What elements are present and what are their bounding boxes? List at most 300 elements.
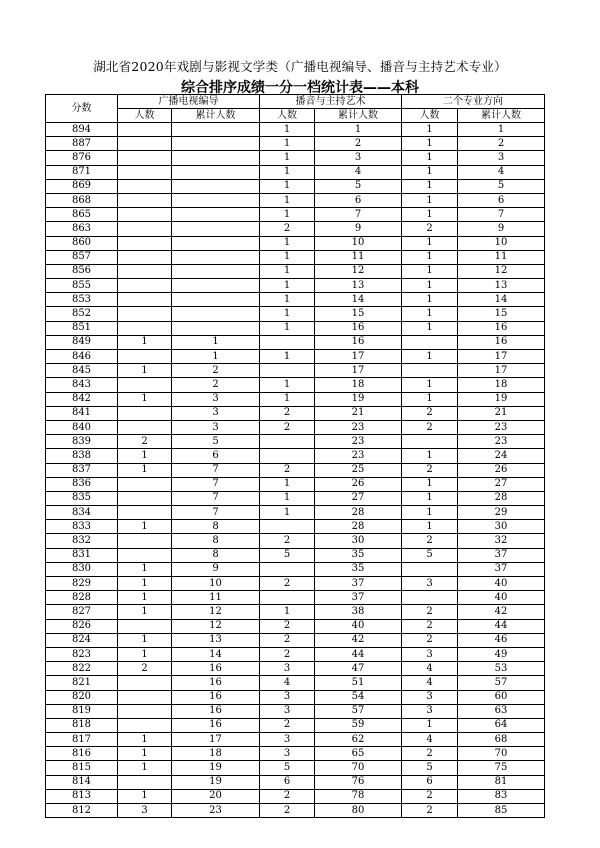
table-row bbox=[46, 804, 545, 818]
cumulative-cell: 1 bbox=[315, 123, 402, 137]
table-row bbox=[46, 420, 545, 434]
table-row bbox=[46, 747, 545, 761]
score-cell: 857 bbox=[46, 250, 118, 264]
count-cell bbox=[118, 676, 172, 690]
score-cell: 841 bbox=[46, 406, 118, 420]
cumulative-cell: 83 bbox=[458, 789, 545, 803]
score-cell: 842 bbox=[46, 392, 118, 406]
cumulative-cell: 64 bbox=[458, 718, 545, 732]
table-row bbox=[46, 222, 545, 236]
count-cell: 1 bbox=[260, 350, 315, 364]
cumulative-cell bbox=[172, 208, 260, 222]
table-row bbox=[46, 123, 545, 137]
cumulative-cell: 9 bbox=[172, 562, 260, 576]
count-cell: 1 bbox=[260, 321, 315, 335]
count-cell: 1 bbox=[118, 733, 172, 747]
count-cell: 6 bbox=[260, 775, 315, 789]
count-cell: 1 bbox=[260, 137, 315, 151]
table-row bbox=[46, 435, 545, 449]
count-cell bbox=[118, 307, 172, 321]
cumulative-cell: 40 bbox=[458, 591, 545, 605]
score-cell: 849 bbox=[46, 335, 118, 349]
score-cell: 839 bbox=[46, 435, 118, 449]
table-row bbox=[46, 704, 545, 718]
cumulative-cell bbox=[172, 123, 260, 137]
cumulative-cell: 23 bbox=[315, 435, 402, 449]
cumulative-cell: 32 bbox=[458, 534, 545, 548]
cumulative-cell: 5 bbox=[172, 435, 260, 449]
count-cell bbox=[118, 718, 172, 732]
count-cell bbox=[118, 208, 172, 222]
cumulative-cell: 60 bbox=[458, 690, 545, 704]
score-cell: 846 bbox=[46, 350, 118, 364]
cumulative-cell bbox=[172, 250, 260, 264]
count-cell: 1 bbox=[402, 307, 458, 321]
count-cell bbox=[402, 335, 458, 349]
score-cell: 865 bbox=[46, 208, 118, 222]
cumulative-cell bbox=[172, 165, 260, 179]
cumulative-cell: 65 bbox=[315, 747, 402, 761]
cumulative-cell: 40 bbox=[315, 619, 402, 633]
table-row bbox=[46, 406, 545, 420]
cumulative-cell: 80 bbox=[315, 804, 402, 818]
count-cell: 1 bbox=[402, 137, 458, 151]
cumulative-cell: 40 bbox=[458, 577, 545, 591]
count-cell: 2 bbox=[260, 406, 315, 420]
count-cell: 1 bbox=[118, 605, 172, 619]
cumulative-cell: 54 bbox=[315, 690, 402, 704]
header-count: 人数 bbox=[402, 109, 458, 123]
score-cell: 840 bbox=[46, 420, 118, 434]
cumulative-cell: 59 bbox=[315, 718, 402, 732]
count-cell: 1 bbox=[260, 605, 315, 619]
cumulative-cell: 6 bbox=[315, 193, 402, 207]
count-cell: 3 bbox=[260, 690, 315, 704]
cumulative-cell: 16 bbox=[172, 676, 260, 690]
count-cell: 1 bbox=[260, 193, 315, 207]
table-row bbox=[46, 520, 545, 534]
count-cell: 2 bbox=[260, 647, 315, 661]
score-cell: 871 bbox=[46, 165, 118, 179]
count-cell: 1 bbox=[260, 151, 315, 165]
cumulative-cell: 3 bbox=[315, 151, 402, 165]
cumulative-cell bbox=[172, 264, 260, 278]
count-cell: 1 bbox=[402, 264, 458, 278]
cumulative-cell: 81 bbox=[458, 775, 545, 789]
cumulative-cell: 12 bbox=[458, 264, 545, 278]
score-cell: 852 bbox=[46, 307, 118, 321]
cumulative-cell: 13 bbox=[172, 633, 260, 647]
count-cell bbox=[118, 151, 172, 165]
count-cell: 5 bbox=[260, 548, 315, 562]
cumulative-cell: 17 bbox=[315, 364, 402, 378]
table-row bbox=[46, 477, 545, 491]
cumulative-cell: 23 bbox=[315, 449, 402, 463]
cumulative-cell: 18 bbox=[172, 747, 260, 761]
cumulative-cell: 7 bbox=[172, 506, 260, 520]
count-cell: 1 bbox=[118, 449, 172, 463]
cumulative-cell: 15 bbox=[315, 307, 402, 321]
cumulative-cell: 1 bbox=[172, 335, 260, 349]
cumulative-cell: 1 bbox=[172, 350, 260, 364]
count-cell: 2 bbox=[402, 222, 458, 236]
count-cell bbox=[118, 506, 172, 520]
table-row bbox=[46, 761, 545, 775]
count-cell: 2 bbox=[260, 577, 315, 591]
table-row bbox=[46, 577, 545, 591]
count-cell: 2 bbox=[402, 804, 458, 818]
score-cell: 838 bbox=[46, 449, 118, 463]
cumulative-cell: 63 bbox=[458, 704, 545, 718]
count-cell: 4 bbox=[402, 676, 458, 690]
count-cell: 1 bbox=[260, 208, 315, 222]
count-cell: 5 bbox=[260, 761, 315, 775]
cumulative-cell: 8 bbox=[172, 534, 260, 548]
count-cell: 1 bbox=[402, 520, 458, 534]
header-group-both-majors: 二个专业方向 bbox=[402, 95, 545, 109]
cumulative-cell: 53 bbox=[458, 662, 545, 676]
cumulative-cell: 70 bbox=[458, 747, 545, 761]
count-cell: 1 bbox=[118, 392, 172, 406]
count-cell: 1 bbox=[260, 293, 315, 307]
count-cell: 6 bbox=[402, 775, 458, 789]
count-cell bbox=[260, 449, 315, 463]
count-cell: 2 bbox=[260, 619, 315, 633]
count-cell bbox=[402, 591, 458, 605]
table-row bbox=[46, 165, 545, 179]
count-cell: 3 bbox=[402, 690, 458, 704]
cumulative-cell: 76 bbox=[315, 775, 402, 789]
cumulative-cell bbox=[172, 193, 260, 207]
count-cell: 1 bbox=[402, 193, 458, 207]
cumulative-cell: 85 bbox=[458, 804, 545, 818]
cumulative-cell: 37 bbox=[458, 562, 545, 576]
document-subtitle: 湖北省2020年戏剧与影视文学类（广播电视编导、播音与主持艺术专业） bbox=[93, 59, 507, 74]
count-cell: 1 bbox=[260, 123, 315, 137]
score-cell: 832 bbox=[46, 534, 118, 548]
count-cell: 1 bbox=[260, 165, 315, 179]
table-row bbox=[46, 264, 545, 278]
cumulative-cell: 27 bbox=[315, 491, 402, 505]
cumulative-cell: 13 bbox=[458, 279, 545, 293]
score-cell: 823 bbox=[46, 647, 118, 661]
count-cell bbox=[118, 775, 172, 789]
score-cell: 837 bbox=[46, 463, 118, 477]
count-cell: 1 bbox=[260, 477, 315, 491]
count-cell: 2 bbox=[402, 747, 458, 761]
cumulative-cell: 16 bbox=[172, 690, 260, 704]
cumulative-cell: 10 bbox=[315, 236, 402, 250]
cumulative-cell: 16 bbox=[458, 321, 545, 335]
table-row bbox=[46, 193, 545, 207]
count-cell: 1 bbox=[118, 335, 172, 349]
table-row bbox=[46, 605, 545, 619]
count-cell: 5 bbox=[402, 761, 458, 775]
cumulative-cell: 8 bbox=[172, 520, 260, 534]
cumulative-cell: 2 bbox=[315, 137, 402, 151]
count-cell: 1 bbox=[118, 647, 172, 661]
cumulative-cell: 75 bbox=[458, 761, 545, 775]
cumulative-cell: 8 bbox=[172, 548, 260, 562]
cumulative-cell: 26 bbox=[458, 463, 545, 477]
cumulative-cell: 12 bbox=[172, 619, 260, 633]
count-cell: 1 bbox=[260, 378, 315, 392]
cumulative-cell: 16 bbox=[172, 662, 260, 676]
cumulative-cell: 9 bbox=[315, 222, 402, 236]
score-cell: 818 bbox=[46, 718, 118, 732]
count-cell bbox=[118, 704, 172, 718]
count-cell: 1 bbox=[118, 591, 172, 605]
cumulative-cell: 28 bbox=[315, 520, 402, 534]
count-cell bbox=[260, 520, 315, 534]
cumulative-cell: 17 bbox=[172, 733, 260, 747]
table-row bbox=[46, 137, 545, 151]
table-row bbox=[46, 378, 545, 392]
count-cell bbox=[118, 264, 172, 278]
cumulative-cell: 10 bbox=[458, 236, 545, 250]
cumulative-cell: 37 bbox=[315, 591, 402, 605]
table-row bbox=[46, 179, 545, 193]
cumulative-cell bbox=[172, 222, 260, 236]
cumulative-cell bbox=[172, 179, 260, 193]
count-cell bbox=[118, 222, 172, 236]
count-cell: 1 bbox=[260, 236, 315, 250]
cumulative-cell: 17 bbox=[458, 350, 545, 364]
count-cell: 1 bbox=[402, 123, 458, 137]
count-cell: 1 bbox=[260, 491, 315, 505]
count-cell: 1 bbox=[402, 718, 458, 732]
table-row bbox=[46, 392, 545, 406]
table-row bbox=[46, 449, 545, 463]
score-cell: 836 bbox=[46, 477, 118, 491]
count-cell bbox=[118, 165, 172, 179]
count-cell: 2 bbox=[402, 406, 458, 420]
count-cell: 1 bbox=[118, 747, 172, 761]
count-cell: 1 bbox=[260, 307, 315, 321]
table-row bbox=[46, 208, 545, 222]
table-row bbox=[46, 250, 545, 264]
cumulative-cell bbox=[172, 137, 260, 151]
cumulative-cell: 12 bbox=[172, 605, 260, 619]
count-cell: 1 bbox=[260, 264, 315, 278]
cumulative-cell: 44 bbox=[458, 619, 545, 633]
count-cell: 5 bbox=[402, 548, 458, 562]
cumulative-cell bbox=[172, 321, 260, 335]
count-cell: 1 bbox=[402, 350, 458, 364]
cumulative-cell: 24 bbox=[458, 449, 545, 463]
header-cumulative: 累计人数 bbox=[458, 109, 545, 123]
table-row bbox=[46, 619, 545, 633]
score-cell: 876 bbox=[46, 151, 118, 165]
cumulative-cell: 30 bbox=[458, 520, 545, 534]
count-cell bbox=[118, 378, 172, 392]
score-cell: 831 bbox=[46, 548, 118, 562]
count-cell: 3 bbox=[260, 747, 315, 761]
cumulative-cell: 7 bbox=[172, 491, 260, 505]
count-cell bbox=[118, 179, 172, 193]
cumulative-cell: 4 bbox=[315, 165, 402, 179]
cumulative-cell: 57 bbox=[315, 704, 402, 718]
count-cell: 3 bbox=[260, 662, 315, 676]
count-cell bbox=[118, 193, 172, 207]
count-cell: 1 bbox=[402, 279, 458, 293]
count-cell: 2 bbox=[260, 633, 315, 647]
table-row bbox=[46, 236, 545, 250]
count-cell: 1 bbox=[402, 321, 458, 335]
count-cell: 1 bbox=[260, 179, 315, 193]
count-cell: 1 bbox=[118, 562, 172, 576]
count-cell bbox=[260, 364, 315, 378]
score-cell: 828 bbox=[46, 591, 118, 605]
document-title: 综合排序成绩一分一档统计表——本科 bbox=[181, 80, 419, 96]
cumulative-cell: 11 bbox=[172, 591, 260, 605]
table-row bbox=[46, 463, 545, 477]
count-cell: 2 bbox=[402, 605, 458, 619]
cumulative-cell: 46 bbox=[458, 633, 545, 647]
count-cell bbox=[402, 435, 458, 449]
table-row bbox=[46, 151, 545, 165]
count-cell: 1 bbox=[402, 506, 458, 520]
cumulative-cell: 16 bbox=[458, 335, 545, 349]
table-row bbox=[46, 335, 545, 349]
count-cell: 2 bbox=[260, 804, 315, 818]
cumulative-cell: 3 bbox=[458, 151, 545, 165]
count-cell bbox=[260, 335, 315, 349]
cumulative-cell: 7 bbox=[458, 208, 545, 222]
cumulative-cell: 3 bbox=[172, 406, 260, 420]
count-cell bbox=[260, 435, 315, 449]
cumulative-cell: 16 bbox=[315, 321, 402, 335]
count-cell: 1 bbox=[118, 577, 172, 591]
cumulative-cell: 42 bbox=[458, 605, 545, 619]
table-row bbox=[46, 775, 545, 789]
score-cell: 826 bbox=[46, 619, 118, 633]
count-cell bbox=[118, 491, 172, 505]
count-cell bbox=[118, 279, 172, 293]
count-cell: 1 bbox=[402, 250, 458, 264]
table-row bbox=[46, 718, 545, 732]
count-cell: 2 bbox=[260, 718, 315, 732]
cumulative-cell: 37 bbox=[458, 548, 545, 562]
cumulative-cell: 30 bbox=[315, 534, 402, 548]
count-cell: 2 bbox=[260, 222, 315, 236]
count-cell: 1 bbox=[402, 208, 458, 222]
cumulative-cell: 14 bbox=[458, 293, 545, 307]
score-cell: 822 bbox=[46, 662, 118, 676]
score-cell: 863 bbox=[46, 222, 118, 236]
score-cell: 887 bbox=[46, 137, 118, 151]
count-cell: 1 bbox=[118, 761, 172, 775]
count-cell bbox=[260, 591, 315, 605]
score-cell: 860 bbox=[46, 236, 118, 250]
score-cell: 829 bbox=[46, 577, 118, 591]
cumulative-cell: 26 bbox=[315, 477, 402, 491]
cumulative-cell: 51 bbox=[315, 676, 402, 690]
cumulative-cell: 17 bbox=[458, 364, 545, 378]
count-cell: 2 bbox=[402, 463, 458, 477]
score-cell: 868 bbox=[46, 193, 118, 207]
score-cell: 817 bbox=[46, 733, 118, 747]
score-cell: 813 bbox=[46, 789, 118, 803]
cumulative-cell: 42 bbox=[315, 633, 402, 647]
cumulative-cell: 18 bbox=[315, 378, 402, 392]
cumulative-cell: 15 bbox=[458, 307, 545, 321]
score-distribution-table bbox=[45, 94, 545, 818]
cumulative-cell bbox=[172, 307, 260, 321]
cumulative-cell: 6 bbox=[458, 193, 545, 207]
cumulative-cell: 7 bbox=[315, 208, 402, 222]
cumulative-cell bbox=[172, 293, 260, 307]
cumulative-cell: 2 bbox=[458, 137, 545, 151]
count-cell: 1 bbox=[260, 392, 315, 406]
cumulative-cell: 19 bbox=[172, 761, 260, 775]
score-cell: 845 bbox=[46, 364, 118, 378]
table-row bbox=[46, 647, 545, 661]
cumulative-cell: 57 bbox=[458, 676, 545, 690]
count-cell bbox=[402, 364, 458, 378]
count-cell: 4 bbox=[260, 676, 315, 690]
count-cell bbox=[260, 562, 315, 576]
count-cell: 1 bbox=[118, 789, 172, 803]
count-cell: 3 bbox=[402, 704, 458, 718]
count-cell: 3 bbox=[118, 804, 172, 818]
count-cell bbox=[118, 477, 172, 491]
table-row bbox=[46, 662, 545, 676]
cumulative-cell: 11 bbox=[315, 250, 402, 264]
cumulative-cell: 18 bbox=[458, 378, 545, 392]
header-group-announcing-hosting: 播音与主持艺术 bbox=[260, 95, 402, 109]
cumulative-cell: 9 bbox=[458, 222, 545, 236]
count-cell: 1 bbox=[402, 236, 458, 250]
score-cell: 814 bbox=[46, 775, 118, 789]
cumulative-cell: 70 bbox=[315, 761, 402, 775]
count-cell: 1 bbox=[402, 491, 458, 505]
score-cell: 833 bbox=[46, 520, 118, 534]
cumulative-cell: 29 bbox=[458, 506, 545, 520]
table-row bbox=[46, 293, 545, 307]
score-cell: 834 bbox=[46, 506, 118, 520]
header-score: 分数 bbox=[46, 95, 118, 123]
header-count: 人数 bbox=[260, 109, 315, 123]
table-row bbox=[46, 633, 545, 647]
count-cell: 3 bbox=[402, 647, 458, 661]
cumulative-cell bbox=[172, 151, 260, 165]
cumulative-cell bbox=[172, 236, 260, 250]
cumulative-cell: 44 bbox=[315, 647, 402, 661]
header-count: 人数 bbox=[118, 109, 172, 123]
header-cumulative: 累计人数 bbox=[172, 109, 260, 123]
header-cumulative: 累计人数 bbox=[315, 109, 402, 123]
count-cell: 1 bbox=[402, 151, 458, 165]
cumulative-cell: 11 bbox=[458, 250, 545, 264]
score-cell: 819 bbox=[46, 704, 118, 718]
count-cell: 1 bbox=[260, 250, 315, 264]
score-cell: 820 bbox=[46, 690, 118, 704]
cumulative-cell: 19 bbox=[172, 775, 260, 789]
table-row bbox=[46, 548, 545, 562]
count-cell bbox=[118, 250, 172, 264]
count-cell: 2 bbox=[402, 633, 458, 647]
cumulative-cell: 5 bbox=[315, 179, 402, 193]
table-row bbox=[46, 562, 545, 576]
cumulative-cell: 14 bbox=[172, 647, 260, 661]
count-cell bbox=[402, 562, 458, 576]
score-cell: 894 bbox=[46, 123, 118, 137]
count-cell: 1 bbox=[118, 364, 172, 378]
score-cell: 835 bbox=[46, 491, 118, 505]
table-row bbox=[46, 506, 545, 520]
table-body bbox=[46, 123, 545, 818]
